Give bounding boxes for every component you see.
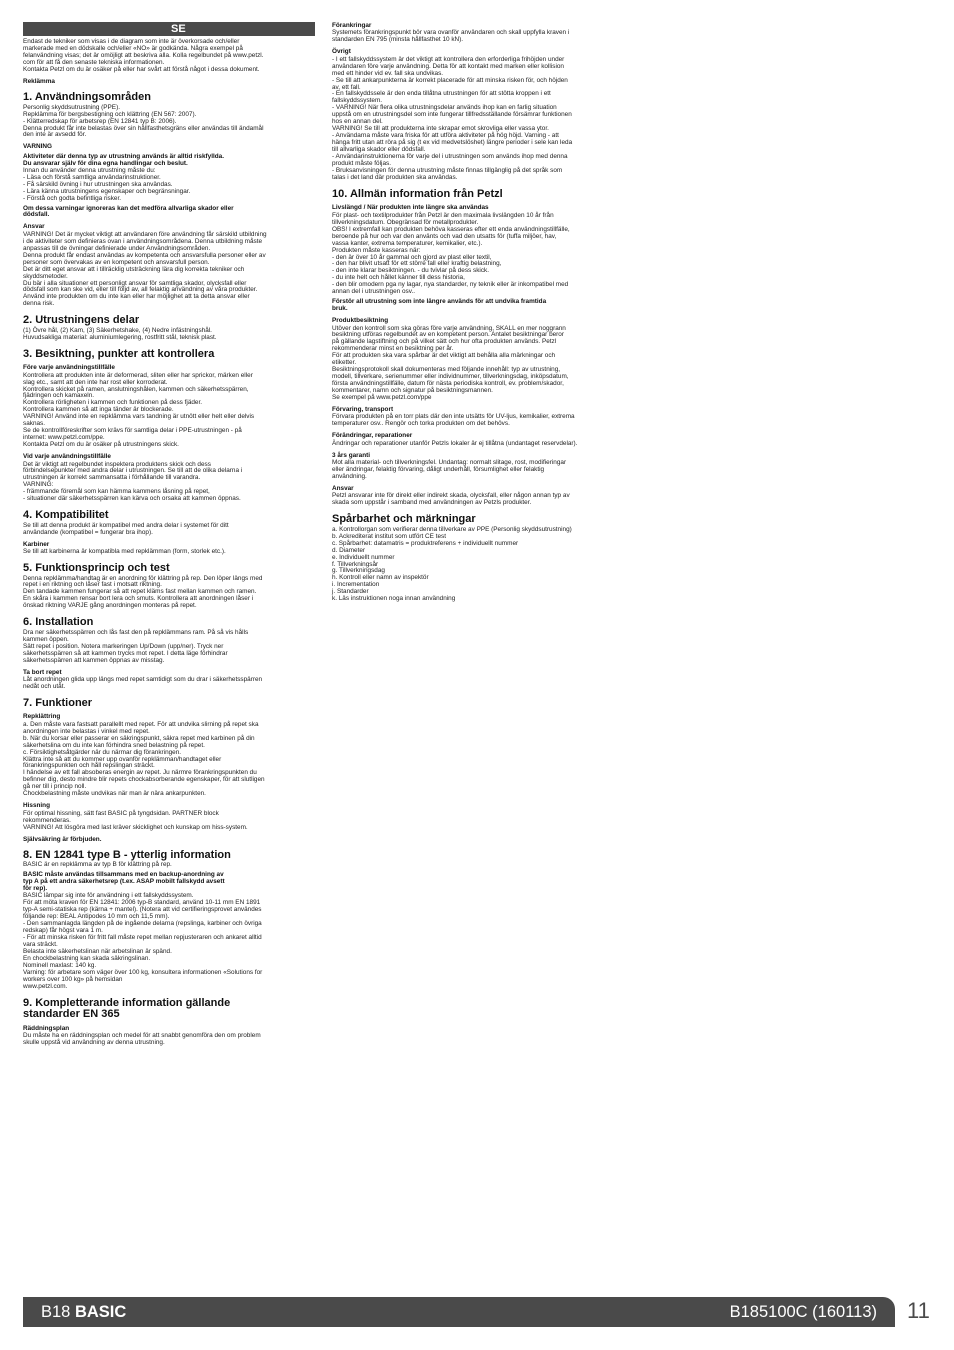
section-2-text: (1) Övre hål, (2) Kam, (3) Säkerhetshake, (4) Nedre infästningshål. Huvudsakliga material: aluminiumlegering, rostfritt stål, teknisk plast.: [23, 326, 217, 341]
section-4-title: 4. Kompatibilitet: [23, 509, 109, 522]
footer-model: [41, 1302, 126, 1322]
section-3-sub-2: Vid varje användningstillfälle: [23, 453, 111, 461]
section-10-text-1: För plast- och textilprodukter från Petzl är den maximala livslängden 10 år från tillverkningsdatum. Obegränsad för metallprodukter. OBS! I extremfall kan produkten behöva kasseras efter ett enda användningstillfälle, beroende på hur och var den använts och vad den utsatts för (tuffa miljöer, hav, vassa kanter, extrema temperaturer, kemikalier, etc.). Produkten måste kasseras när: - den är över 10 år gammal och gjord av plast eller textil, - den har blivit utsatt för ett större fall eller kraftig belastning, - den inte klarar besiktningen. - du tvivlar på dess skick. - du inte helt och hållet känner till dess historia, - den blir omodern pga ny lagar, nya standarder, ny teknik eller är inkompatibel med annan del i utrustningen osv..: [332, 211, 570, 296]
model-name: BASIC: [74, 1303, 127, 1321]
section-2-title: 2. Utrustningens delar: [23, 314, 140, 327]
footer-bar: [23, 1297, 895, 1327]
section-10-sub-2: Produktbesiktning: [332, 317, 389, 325]
intro-text: Endast de tekniker som visas i de diagram som inte är överkorsade och/eller markerade med en dödskalle och/eller «NO» är godkända. Några exempel på felanvändning visas; det är omöjligt att beskriva alla. Kolla regelbundet på www.petzl. com för att få den senaste tekniska informationen. Kontakta Petzl om du är osäker på eller har svårt att förstå något i dessa dokument.: [23, 38, 264, 73]
section-7-title: 7. Funktioner: [23, 696, 93, 709]
varning-label: VARNING: [23, 143, 52, 151]
section-9-sub: Räddningsplan: [23, 1024, 70, 1032]
section-10-sub-4: Förändringar, reparationer: [332, 432, 413, 440]
section-5-title: 5. Funktionsprincip och test: [23, 562, 170, 574]
right-column: [332, 22, 624, 603]
left-column: [23, 22, 315, 1047]
traceability-text: a. Kontrollorgan som verifierar denna tillverkare av PPE (Personlig skyddsutrustning) b. Ackrediterat institut som utfört CE test c. Spårbarhet: datamatris = produktreferens + individuellt nummer d. Diameter e. Individuellt nummer f. Tillverkningsår g. Tillverkningsdag h. Kontroll eller namn av inspektör i. Incrementation j. Standarder k. Läs instruktionen noga innan användning: [332, 525, 572, 603]
page-number: 11: [907, 1298, 930, 1323]
section-10-text-4: Ändringar och reparationer utanför Petzls lokaler är ej tillåtna (undantaget reservdelar).: [332, 439, 578, 447]
section-7-sub-2: Hissning: [23, 802, 50, 810]
section-10-sub-6: Ansvar: [332, 484, 354, 492]
section-6-text-2: Låt anordningen glida upp längs med repet samtidigt som du drar i säkerhetsspärren nedåt och utåt.: [23, 675, 263, 690]
section-7-sub-3: Självsäkring är förbjuden.: [23, 835, 102, 843]
section-4-text-2: Se till att karbinerna är kompatibla med repklämman (form, storlek etc.).: [23, 548, 226, 556]
section-6-text: Dra ner säkerhetsspärren och lås fast den på repklämmans ram. På så vis hålls kammen öppen. Sätt repet i position. Notera markeringen Up/Down (upp/ner). Tryck ner säkerhetsspärren så att kammen trycks mot repet. I detta läge förhindrar säkerhetsspärren att kammen öppnas av misstag.: [23, 628, 249, 664]
ansvar-text: VARNING! Det är mycket viktigt att användaren före användning får särskild utbildning i de aktiviteter som definieras ovan i användningsområdena. Denna utbildning måste anpassas till de övningar definierade under Användningsområden. Denna produkt får endast användas av kompetenta och ansvarsfulla personer eller av personer som övervakas av en kompetent och ansvarsfull person. Det är ditt eget ansvar att i tillräcklig utsträckning lära dig korrekta tekniker och skyddsmetoder. Du bär i alla situationer ett personligt ansvar för samtliga skador, olycksfall eller dödsfall som kan ske vid, eller till följd av, all felaktig användning av våra produkter. Använd inte produkten om du inte kan eller har möjlighet att ta detta ansvar eller denna risk.: [23, 230, 267, 308]
section-8-title: 8. EN 12841 type B - ytterlig information: [23, 848, 231, 861]
ansvar-label: Ansvar: [23, 223, 45, 231]
section-10-text-3: Förvara produkten på en torr plats där den inte utsätts för UV-ljus, kemikalier, extrema temperaturer osv.. Rengör och torka produkten om det behövs.: [332, 413, 575, 428]
section-10-text-6: Petzl ansvarar inte för direkt eller indirekt skada, olycksfall, eller någon annan typ av skada som uppstår i samband med användningen av Petzls produkter.: [332, 492, 570, 507]
section-7-text-2: För optimal hissning, sätt fast BASIC på tyngdsidan. PARTNER block rekommenderas. VARNING! Att lösgöra med last kräver skicklighet och kunskap om hiss-system.: [23, 809, 248, 831]
ovrigt-label: Övrigt: [332, 48, 351, 56]
section-10-text-2: Utöver den kontroll som ska göras före varje användning, SKALL en mer noggrann besiktning utföras regelbundet av en kompetent person. Antalet besiktningar beror på gällande lagstiftning och på vilket sätt och hur ofta produkten används. Petzl rekommenderar minst en besiktning per år. För att produkten ska vara spårbar är det viktigt att behålla alla märkningar och etiketter. Besiktningsprotokoll skall dokumenteras med följande innehåll: typ av utrustning, modell, tillverkare, serienummer eller individnummer, tillverkningsdag, inköpsdatum, första användningstillfälle, datum för nästa periodiska kontroll, ev. problem/skador, kommentarer, namn och signatur på besiktningsmannen. Se exempel på www.petzl.com/ppe: [332, 324, 569, 402]
section-7-text-1: a. Den måste vara fastsatt parallellt med repet. För att undvika slirning på repet ska anordningen inte belastas i vinkel med repet. b. När du korsar eller passerar en säkringspunkt, säkra repet med karbinen på din säkerhetslina om du inte kan förhindra sned belastning på repet. c. Försiktighetsåtgärder när du närmar dig förankringen. Klättra inte så att du kommer upp ovanför repklämman/handtaget eller förankringspunkten och håll repslingan sträckt. I händelse av ett fall absoberas energin av repet. Ju närmre förankringspunkten du befinner dig, desto mindre blir repets chockabsorberande egenskaper, för att slutligen gå ner till i princip noll. Chockbelastning måste undvikas när man är nära ankarpunkten.: [23, 720, 265, 798]
forankringar-text: Systemets förankringspunkt bör vara ovanför användaren och skall uppfylla kraven i standarden EN 795 (minsta hållfasthet 10 kN).: [332, 29, 570, 44]
document-reference: B185100C (160113): [729, 1303, 877, 1321]
section-10-sub-1: Livslängd / När produkten inte längre ska användas: [332, 204, 489, 212]
section-8-text: BASIC är en repklämma av typ B för klättring på rep.: [23, 861, 172, 869]
section-4-text: Se till att denna produkt är kompatibel med andra delar i systemet för ditt användande (kompatibel = fungerar bra ihop).: [23, 521, 229, 536]
before-use-text: Innan du använder denna utrustning måste du: - Läsa och förstå samtliga användarinstruktioner. - Få särskild övning i hur utrustningen ska användas. - Lära känna utrustningens egenskaper och begränsningar. - Förstå och godta befintliga risker.: [23, 166, 191, 202]
section-4-sub: Karbiner: [23, 540, 50, 548]
section-7-sub-1: Repklättring: [23, 713, 61, 721]
section-3-text-2: Det är viktigt att regelbundet inspektera produktens skick och dess förbindelsepunkter med andra delar i utrustningen. Se till att de olika delarna i utrustningen är korrekt sammansatta i förhållande till varandra. VARNING: - främmande föremål som kan hämma kammens låsning på repet, - situationer där säkerhetsspärren kan kärva och orsaka att kammen öppnas.: [23, 460, 243, 503]
ovrigt-text: - I ett fallskyddssystem är det viktigt att kontrollera den erforderliga frihöjden under användaren före varje användning. Detta för att kontakt med marken eller kollision med ett hinder vid ev. fall ska undvikas. - Se till att ankarpunkterna är korrekt placerade för att minska risken för, och höjden av, ett fall. - En fallskyddssele är den enda tillåtna utrustningen för att stötta kroppen i ett fallskyddssystem. - VARNING! När flera olika utrustningsdelar används ihop kan en farlig situation uppstå om en utrustningsdel som inte fungerar tillfredsställande försämrar funktionen hos en annan del. VARNING! Se till att produkterna inte skrapar emot skrovliga eller vassa ytor. - Användarna måste vara friska för att utföra aktiviteter på hög höjd. Varning - att hänga fritt utan att röra på sig (t ex vid medvetslöshet) längre perioder i sele kan leda till allvarliga skador eller dödsfall. - Användarinstruktionerna för varje del i utrustningen som används ihop med denna produkt måste följas. - Bruksanvisningen för denna utrustning måste finnas tillgänglig på det språk som talas i det land där produkten ska användas.: [332, 55, 573, 181]
language-badge: SE: [23, 22, 315, 36]
reklamma-label: Reklämma: [23, 77, 55, 85]
section-10-title: 10. Allmän information från Petzl: [332, 187, 503, 200]
section-9-text: Du måste ha en räddningsplan och medel för att snabbt genomföra den om problem skulle uppstå vid användning av denna utrustning.: [23, 1031, 261, 1046]
section-9-title: 9. Kompletterande information gällande standarder EN 365: [23, 996, 231, 1021]
warning-bold-text: Aktiviteter där denna typ av utrustning används är alltid riskfyllda. Du ansvarar själv för dina egna handlingar och beslut.: [23, 152, 225, 167]
traceability-title: Spårbarhet och märkningar: [332, 513, 476, 526]
section-5-text: Denna repklämma/handtag är en anordning för klättring på rep. Den löper längs med repet i en riktning och låser fast i motsatt riktning. Den tandade kammen fungerar så att repet kläms fast mellan kammen och ramen. En skåra i kammen rensar bort lera och smuts. Kontrollera att anordningen låser i önskad riktning VARJE gång anordningen monteras på repet.: [23, 574, 263, 610]
section-6-sub: Ta bort repet: [23, 668, 62, 676]
section-3-sub-1: Före varje användningstillfälle: [23, 364, 115, 372]
section-1-text: Personlig skyddsutrustning (PPE). Repklämma för bergsbestigning och klättring (EN 567: 2007). - Klätterredskap för arbetsrep (EN 12841 typ B: 2006). Denna produkt får inte belastas över sin hållfasthetsgräns eller användas till ändamål den inte är avsedd för.: [23, 103, 264, 139]
section-1-title: 1. Användningsområden: [23, 91, 151, 104]
section-3-title: 3. Besiktning, punkter att kontrollera: [23, 347, 215, 360]
model-prefix: B18: [41, 1303, 71, 1321]
section-6-title: 6. Installation: [23, 616, 94, 629]
section-10-sub-3: Förvaring, transport: [332, 406, 394, 414]
forankringar-label: Förankringar: [332, 22, 372, 29]
section-8-text-2: BASIC lämpar sig inte för användning i ett fallskyddssystem. För att möta kraven för EN 12841: 2006 typ-B standard, använd 10-11 mm EN 1891 typ-A semi-statiska rep (kärna + mantel). (Notera att vid certifieringsprovet användes följande rep: BEAL Antipodes 10 mm och 11,5 mm). - Den sammanlagda längden på de ingående delarna (repslinga, karbiner och övriga redskap) får högst vara 1 m. - För att minska risken för fritt fall måste repet mellan repjusteraren och ankaret alltid vara sträckt. Belasta inte säkerhetslinan när arbetslinan är spänd. En chockbelastning kan skada säkringslinan. Nominell maxlast: 140 kg. Varning: för arbetare som väger över 100 kg, konsultera informationen «Solutions for workers over 100 kg» på hemsidan www.petzl.com.: [23, 892, 263, 990]
section-10-text-5: Mot alla material- och tillverkningsfel. Undantag: normalt slitage, rost, modifieringar eller ändringar, felaktig förvaring, dåligt underhåll, försumlighet eller felaktig användning.: [332, 459, 567, 480]
section-10-bold: Förstör all utrustning som inte längre används för att undvika framtida bruk.: [332, 298, 547, 313]
section-3-text-1: Kontrollera att produkten inte är deformerad, sliten eller har sprickor, märken eller slag etc., samt att den inte har rost eller korroderat. Kontrollera skicket på ramen, anslutningshålen, kammen och säkerhetsspärren, fjädringen och kamaxeln. Kontrollera rörligheten i kammen och funktionen på dess fjäder. Kontrollera kammen så att inga tänder är blockerade. VARNING! Använd inte en repklämma vars tandning är utnött eller helt eller delvis saknas. Se de kontrollföreskrifter som krävs för samtliga delar i PPE-utrustningen - på internet: www.petzl.com/ppe. Kontakta Petzl om du är osäker på utrustningens skick.: [23, 371, 255, 449]
section-8-bold: BASIC måste användas tillsammans med en backup-anordning av typ A på ett andra säkerhetsrep (t.ex. ASAP mobilt fallskydd avsett för rep).: [23, 871, 225, 893]
ignore-warning-bold: Om dessa varningar ignoreras kan det medföra allvarliga skador eller dödsfall.: [23, 204, 234, 219]
section-10-sub-5: 3 års garanti: [332, 451, 371, 459]
